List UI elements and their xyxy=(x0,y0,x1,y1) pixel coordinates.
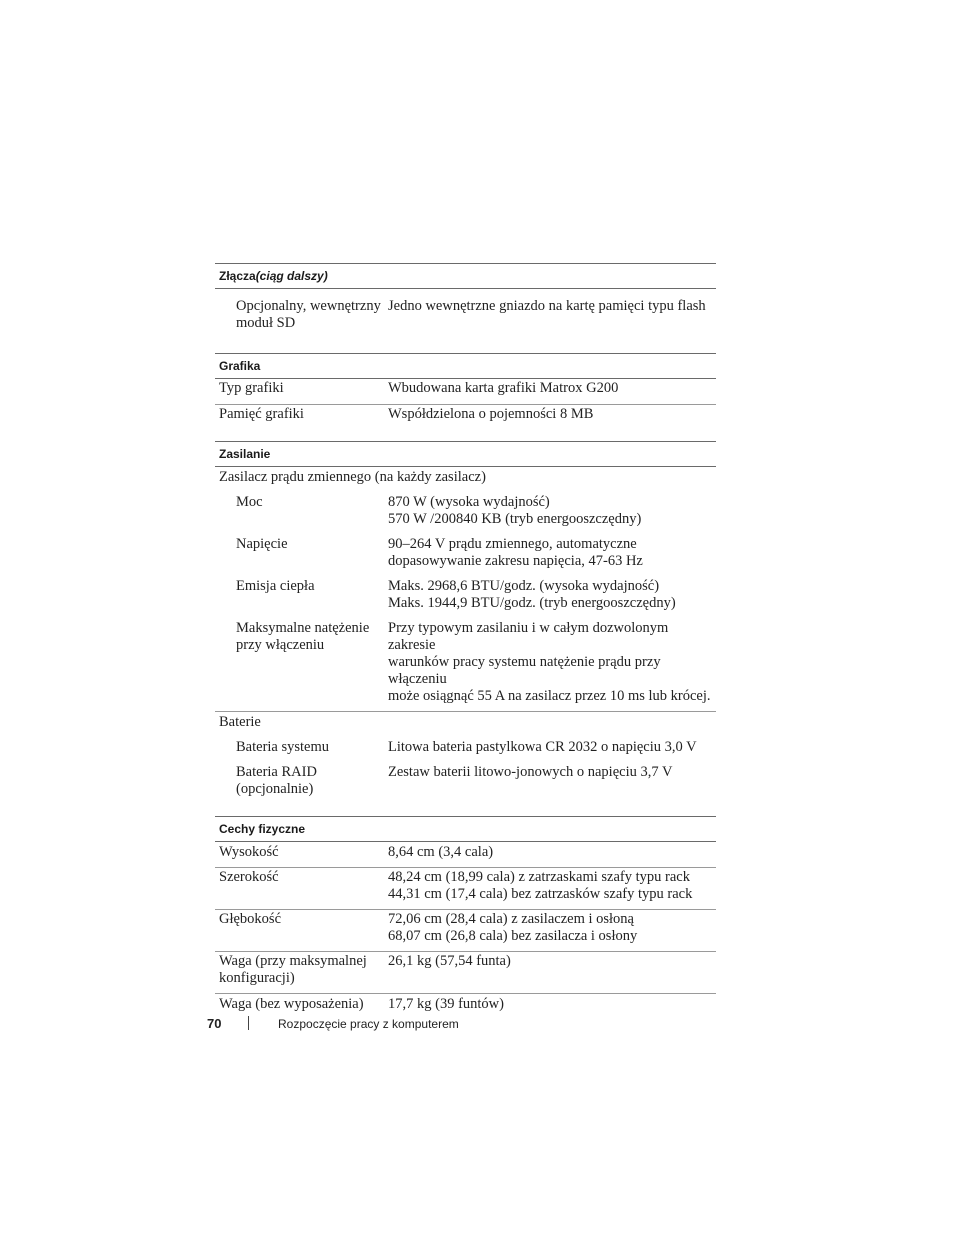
spec-label-line: Bateria RAID xyxy=(236,764,317,780)
section-title: Grafika xyxy=(219,359,261,373)
spec-row-width xyxy=(215,868,716,910)
spec-value-line: 44,31 cm (17,4 cala) bez zatrzasków szafy typu rack xyxy=(388,886,693,902)
spec-value-line: 870 W (wysoka wydajność) xyxy=(388,494,550,510)
spec-value: Zestaw baterii litowo-jonowych o napięciu 3,7 V xyxy=(388,764,673,780)
spec-label xyxy=(215,953,383,987)
spec-row-ac-supply: Zasilacz prądu zmiennego (na każdy zasilacz) xyxy=(219,469,486,485)
spec-label xyxy=(215,764,383,798)
spec-value-line: Maks. 1944,9 BTU/godz. (tryb energooszczędny) xyxy=(388,595,676,611)
section-header-graphics xyxy=(215,353,716,379)
spec-label: Wysokość xyxy=(219,844,279,860)
spec-row-raid-battery xyxy=(215,764,716,798)
spec-row-height xyxy=(215,842,716,868)
spec-label: Napięcie xyxy=(236,536,288,552)
spec-value-line: Maks. 2968,6 BTU/godz. (wysoka wydajność) xyxy=(388,578,660,594)
section-title: Zasilanie xyxy=(219,447,271,461)
spec-value-line: 72,06 cm (28,4 cala) z zasilaczem i osłoną xyxy=(388,911,634,927)
section-title: Cechy fizyczne xyxy=(219,822,306,836)
spec-value xyxy=(383,578,716,612)
spec-row-voltage xyxy=(215,536,716,570)
spec-row-sd-module xyxy=(215,298,716,332)
section-title: Złącza xyxy=(219,269,256,283)
spec-value xyxy=(383,911,716,945)
spec-value-line: może osiągnąć 55 A na zasilacz przez 10 ms lub krócej. xyxy=(388,688,711,704)
section-header-power xyxy=(215,441,716,467)
spec-row-depth xyxy=(215,910,716,952)
spec-table xyxy=(215,263,716,1013)
section-header-physical xyxy=(215,816,716,842)
spec-row-heat xyxy=(215,578,716,612)
spec-value-line: dopasowywanie zakresu napięcia, 47-63 Hz xyxy=(388,553,643,569)
spec-label: Emisja ciepła xyxy=(236,578,315,594)
spec-value xyxy=(383,536,716,570)
spec-label-line: przy włączeniu xyxy=(236,637,325,653)
spec-label-line: konfiguracji) xyxy=(219,970,295,986)
spec-value: Litowa bateria pastylkowa CR 2032 o napięciu 3,0 V xyxy=(388,739,697,755)
spec-value-line: 68,07 cm (26,8 cala) bez zasilacza i osłony xyxy=(388,928,638,944)
spec-row-graphics-type xyxy=(215,379,716,405)
spec-label xyxy=(215,620,383,705)
spec-value: 17,7 kg (39 funtów) xyxy=(388,996,504,1012)
spec-label-line: (opcjonalnie) xyxy=(236,781,314,797)
spec-label-line: moduł SD xyxy=(236,315,296,331)
spec-label: Głębokość xyxy=(219,911,282,927)
spec-value-line: 570 W /200840 KB (tryb energooszczędny) xyxy=(388,511,642,527)
spec-label: Bateria systemu xyxy=(236,739,330,755)
spec-label: Szerokość xyxy=(219,869,279,885)
spec-value: Jedno wewnętrzne gniazdo na kartę pamięci typu flash xyxy=(388,298,706,314)
spec-label-line: Opcjonalny, wewnętrzny xyxy=(236,298,381,314)
spec-row-wattage xyxy=(215,494,716,528)
spec-label: Moc xyxy=(236,494,263,510)
spec-value xyxy=(383,494,716,528)
spec-value: Współdzielona o pojemności 8 MB xyxy=(388,406,594,422)
spec-value: Wbudowana karta grafiki Matrox G200 xyxy=(388,380,619,396)
spec-label-line: Waga (przy maksymalnej xyxy=(219,953,367,969)
spec-label: Waga (bez wyposażenia) xyxy=(219,996,364,1012)
spec-value-line: 90–264 V prądu zmiennego, automatyczne xyxy=(388,536,637,552)
footer-title: Rozpoczęcie pracy z komputerem xyxy=(278,1017,459,1031)
section-header-connectors xyxy=(215,263,716,289)
footer-divider xyxy=(248,1016,249,1030)
spec-label: Pamięć grafiki xyxy=(219,406,304,422)
page-number: 70 xyxy=(207,1016,222,1031)
spec-value xyxy=(383,620,716,705)
spec-label: Typ grafiki xyxy=(219,380,284,396)
spec-row-system-battery xyxy=(215,739,716,756)
spec-row-weight-max xyxy=(215,952,716,994)
spec-row-graphics-memory xyxy=(215,405,716,423)
spec-row-weight-empty xyxy=(215,994,716,1013)
spec-label xyxy=(215,298,383,332)
spec-value xyxy=(383,869,716,903)
spec-value-line: warunków pracy systemu natężenie prądu przy włączeniu xyxy=(388,654,661,687)
spec-value-line: Przy typowym zasilaniu i w całym dozwolonym zakresie xyxy=(388,620,669,653)
spec-value: 8,64 cm (3,4 cala) xyxy=(388,844,494,860)
spec-value: 26,1 kg (57,54 funta) xyxy=(388,953,511,969)
spec-value-line: 48,24 cm (18,99 cala) z zatrzaskami szafy typu rack xyxy=(388,869,690,885)
spec-row-batteries: Baterie xyxy=(219,714,261,730)
spec-label-line: Maksymalne natężenie xyxy=(236,620,370,636)
section-title-continued: (ciąg dalszy) xyxy=(255,269,328,283)
spec-row-inrush xyxy=(215,620,716,712)
